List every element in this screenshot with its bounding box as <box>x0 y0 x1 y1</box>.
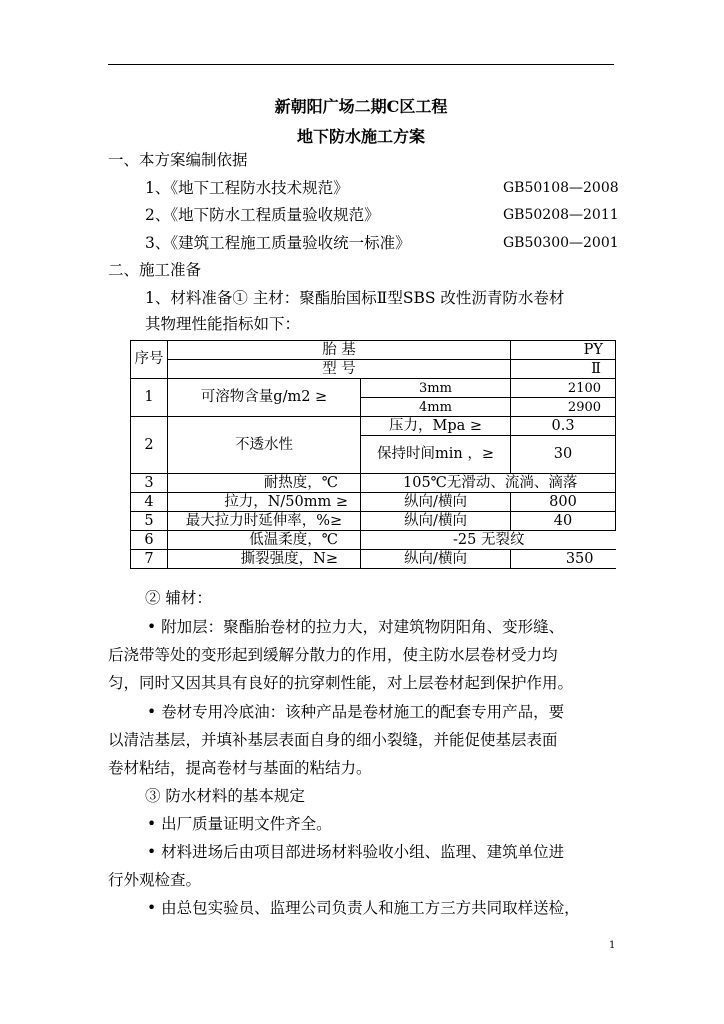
material-line-2: 其物理性能指标如下： <box>145 315 301 333</box>
ref-code-2: GB50208—2011 <box>503 207 619 223</box>
rules-bullet-2-line2: 行外观检查。 <box>108 871 202 889</box>
cell-name: 最大拉力时延伸率，%≥ <box>168 512 361 531</box>
cell-seq: 2 <box>131 417 168 474</box>
hdr-seq: 序号 <box>131 341 168 379</box>
cell-sub: 4mm <box>361 398 511 417</box>
cell-value: 30 <box>511 436 616 474</box>
section1-heading: 一、本方案编制依据 <box>108 151 248 169</box>
cell-sub: 纵向/横向 <box>361 512 511 531</box>
table-row <box>131 512 616 531</box>
ref-name-2: 2、《地下防水工程质量验收规范》 <box>145 206 380 224</box>
cell-value: -25 无裂纹 <box>361 531 616 550</box>
table-row <box>131 493 616 512</box>
cell-value: 0.3 <box>511 417 616 436</box>
rules-heading: ③ 防水材料的基本规定 <box>145 787 305 805</box>
aux-p2-line1: • 卷材专用冷底油：该种产品是卷材施工的配套专用产品，要 <box>147 703 565 721</box>
cell-value: 2900 <box>511 398 616 417</box>
table-row <box>131 474 616 493</box>
ref-name-1: 1、《地下工程防水技术规范》 <box>145 179 349 197</box>
cell-sub: 3mm <box>361 379 511 398</box>
table-row <box>131 531 616 550</box>
cell-sub: 压力，Mpa ≥ <box>361 417 511 436</box>
cell-value: 800 <box>511 493 616 512</box>
cell-name: 拉力，N/50mm ≥ <box>168 493 361 512</box>
cell-name: 撕裂强度，N≥ <box>168 550 361 569</box>
rules-bullet-1: • 出厂质量证明文件齐全。 <box>147 815 332 833</box>
cell-seq: 5 <box>131 512 168 531</box>
cell-seq: 1 <box>131 379 168 417</box>
cell-name: 耐热度，℃ <box>168 474 361 493</box>
hdr-py: PY <box>511 341 616 360</box>
aux-p1-line1: • 附加层：聚酯胎卷材的拉力大，对建筑物阴阳角、变形缝、 <box>147 618 565 636</box>
aux-p2-line2: 以清洁基层，并填补基层表面自身的细小裂缝，并能促使基层表面 <box>108 731 558 749</box>
cell-seq: 6 <box>131 531 168 550</box>
cell-name: 低温柔度，℃ <box>168 531 361 550</box>
cell-seq: 4 <box>131 493 168 512</box>
cell-seq: 7 <box>131 550 168 569</box>
cell-sub: 保持时间min ，≥ <box>361 436 511 474</box>
hdr-base: 胎 基 <box>168 341 511 360</box>
table-row <box>131 379 616 398</box>
cell-value: 2100 <box>511 379 616 398</box>
hdr-type: 型 号 <box>168 360 511 379</box>
aux-p1-line2: 后浇带等处的变形起到缓解分散力的作用，使主防水层卷材受力均 <box>108 646 558 664</box>
table-row <box>131 550 616 569</box>
aux-p1-line3: 匀，同时又因其具有良好的抗穿刺性能，对上层卷材起到保护作用。 <box>108 674 574 692</box>
header-rule <box>108 64 614 65</box>
cell-value: 350 <box>511 550 616 569</box>
document-subtitle: 地下防水施工方案 <box>296 127 425 146</box>
page-number: 1 <box>609 940 616 951</box>
document-title: 新朝阳广场二期C区工程 <box>274 97 448 116</box>
material-line-1: 1、材料准备① 主材：聚酯胎国标Ⅱ型SBS 改性沥青防水卷材 <box>145 289 565 307</box>
ref-name-3: 3、《建筑工程施工质量验收统一标准》 <box>145 234 411 252</box>
table-row <box>131 417 616 436</box>
cell-name: 可溶物含量g/m2 ≥ <box>168 379 361 417</box>
cell-sub: 纵向/横向 <box>361 550 511 569</box>
cell-value: 105℃无滑动、流淌、滴落 <box>361 474 616 493</box>
cell-value: 40 <box>511 512 616 531</box>
aux-p2-line3: 卷材粘结，提高卷材与基面的粘结力。 <box>108 759 372 777</box>
cell-name: 不透水性 <box>168 417 361 474</box>
rules-bullet-3-line1: • 由总包实验员、监理公司负责人和施工方三方共同取样送检， <box>147 899 580 917</box>
rules-bullet-2-line1: • 材料进场后由项目部进场材料验收小组、监理、建筑单位进 <box>147 843 565 861</box>
spec-table <box>130 340 616 569</box>
ref-code-1: GB50108—2008 <box>503 180 619 196</box>
cell-seq: 3 <box>131 474 168 493</box>
section2-heading: 二、施工准备 <box>108 261 202 279</box>
cell-sub: 纵向/横向 <box>361 493 511 512</box>
ref-code-3: GB50300—2001 <box>503 235 619 251</box>
aux-heading: ② 辅材： <box>145 589 212 607</box>
hdr-ii: Ⅱ <box>511 360 616 379</box>
